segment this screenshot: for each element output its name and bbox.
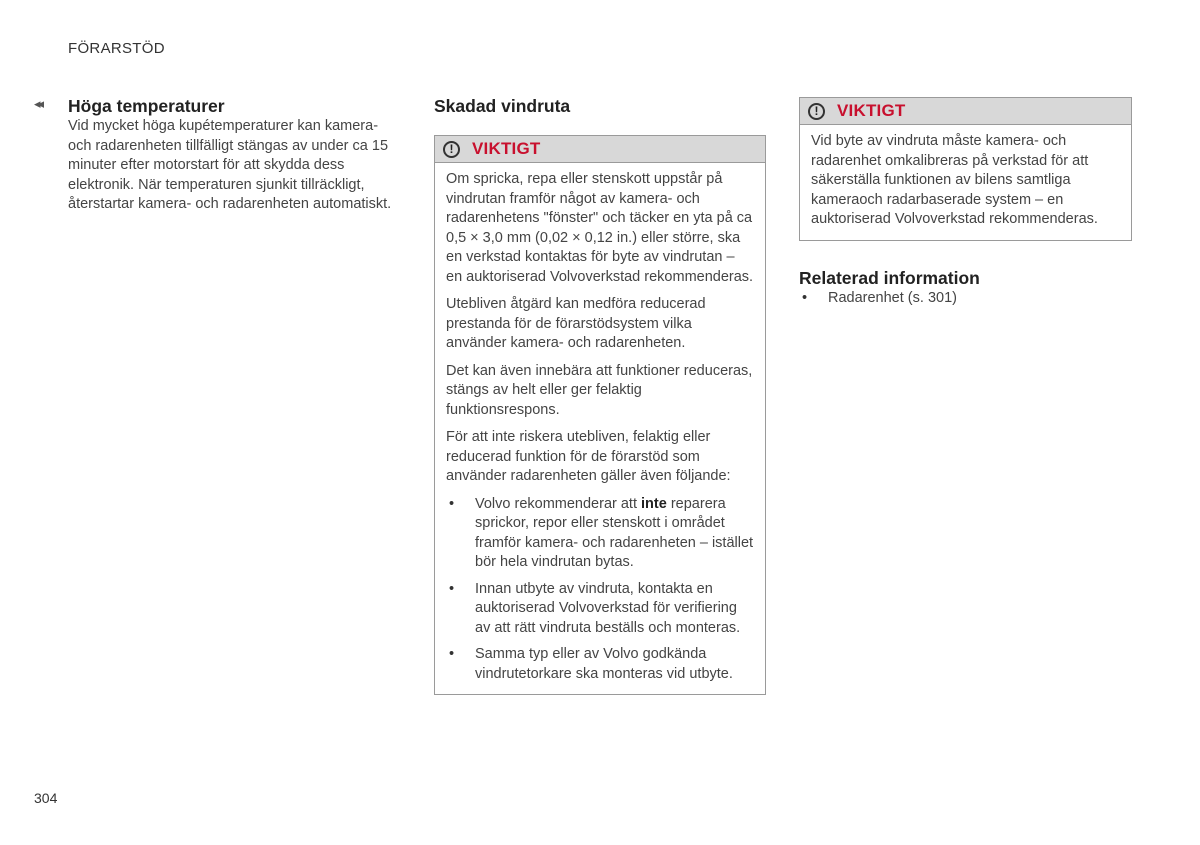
related-information-heading: Relaterad information: [799, 267, 980, 288]
calibration-section: [799, 97, 1132, 315]
warning-bullet-list: [446, 495, 754, 685]
high-temperatures-text: Vid mycket höga kupétemperaturer kan kamera- och radarenheten tillfälligt stängas av under ca 15 minuter efter motorstart för att skydda dess elektronik. När temperaturen sjunkit tillräckligt, återstartar kamera- och radarenheten automatiskt.: [68, 118, 392, 212]
warning-title: VIKTIGT: [472, 139, 541, 158]
warning-header: [800, 98, 1131, 125]
bullet-icon: •: [449, 580, 455, 597]
warning-title: VIKTIGT: [837, 101, 906, 120]
high-temperatures-section: [68, 95, 403, 215]
list-item: [446, 645, 754, 684]
exclamation-circle-icon: !: [443, 141, 460, 158]
warning-paragraph: Vid byte av vindruta måste kamera- och radarenhet omkalibreras på verkstad för att säkerställa funktionen av bilens samtliga kameraoch radarbaserade system – en auktoriserad Volvoverkstad rekommenderas.: [811, 133, 1098, 227]
damaged-windscreen-heading: Skadad vindruta: [434, 96, 571, 116]
warning-paragraph: Det kan även innebära att funktioner reduceras, stängs av helt eller ger felaktig funktionsrespons.: [446, 362, 753, 418]
warning-body: [435, 163, 765, 694]
section-header: FÖRARSTÖD: [68, 40, 165, 57]
exclamation-circle-icon: !: [808, 103, 825, 120]
bullet-icon: •: [449, 646, 455, 662]
bullet-text: reparera sprickor, repor eller stenskott i området framför kamera- och radarenheten – istället bör hela vindrutan bytas.: [475, 495, 754, 570]
continued-from-previous-icon: ◂◂: [34, 96, 42, 111]
important-warning-box: [799, 97, 1132, 241]
high-temperatures-heading: Höga temperaturer: [68, 96, 225, 116]
warning-header: [435, 136, 765, 163]
related-links-list: [799, 289, 1132, 309]
list-item: [446, 580, 754, 639]
list-item: [446, 495, 754, 573]
bullet-emphasis: inte: [641, 495, 667, 512]
bullet-text: Innan utbyte av vindruta, kontakta en auktoriserad Volvoverkstad för verifiering av att rätt vindruta beställs och monteras.: [475, 580, 741, 636]
list-item[interactable]: [799, 289, 1132, 309]
important-warning-box: [434, 135, 766, 695]
related-link[interactable]: Radarenhet (s. 301): [828, 289, 957, 306]
bullet-text: Samma typ eller av Volvo godkända vindrutetorkare ska monteras vid utbyte.: [475, 646, 733, 682]
bullet-text: Volvo rekommenderar att: [475, 495, 642, 512]
warning-paragraph: Utebliven åtgärd kan medföra reducerad prestanda för de förarstödsystem vilka använder kamera- och radarenheten.: [446, 296, 706, 351]
bullet-icon: •: [802, 289, 808, 306]
page-number: 304: [34, 790, 58, 806]
warning-body: [800, 125, 1131, 240]
warning-paragraph: För att inte riskera utebliven, felaktig eller reducerad funktion för de förarstöd som använder radarenheten gäller även följande:: [446, 429, 731, 484]
damaged-windscreen-section: [434, 95, 766, 695]
bullet-icon: •: [449, 495, 455, 512]
warning-paragraph: Om spricka, repa eller stenskott uppstår på vindrutan framför något av kamera- och radarenhetens "fönster" och täcker en yta på ca 0,5 × 3,0 mm (0,02 × 0,12 in.) eller större, ska en verkstad kontaktas för byte av vindrutan – en auktoriserad Volvoverkstad rekommenderas.: [446, 171, 754, 285]
